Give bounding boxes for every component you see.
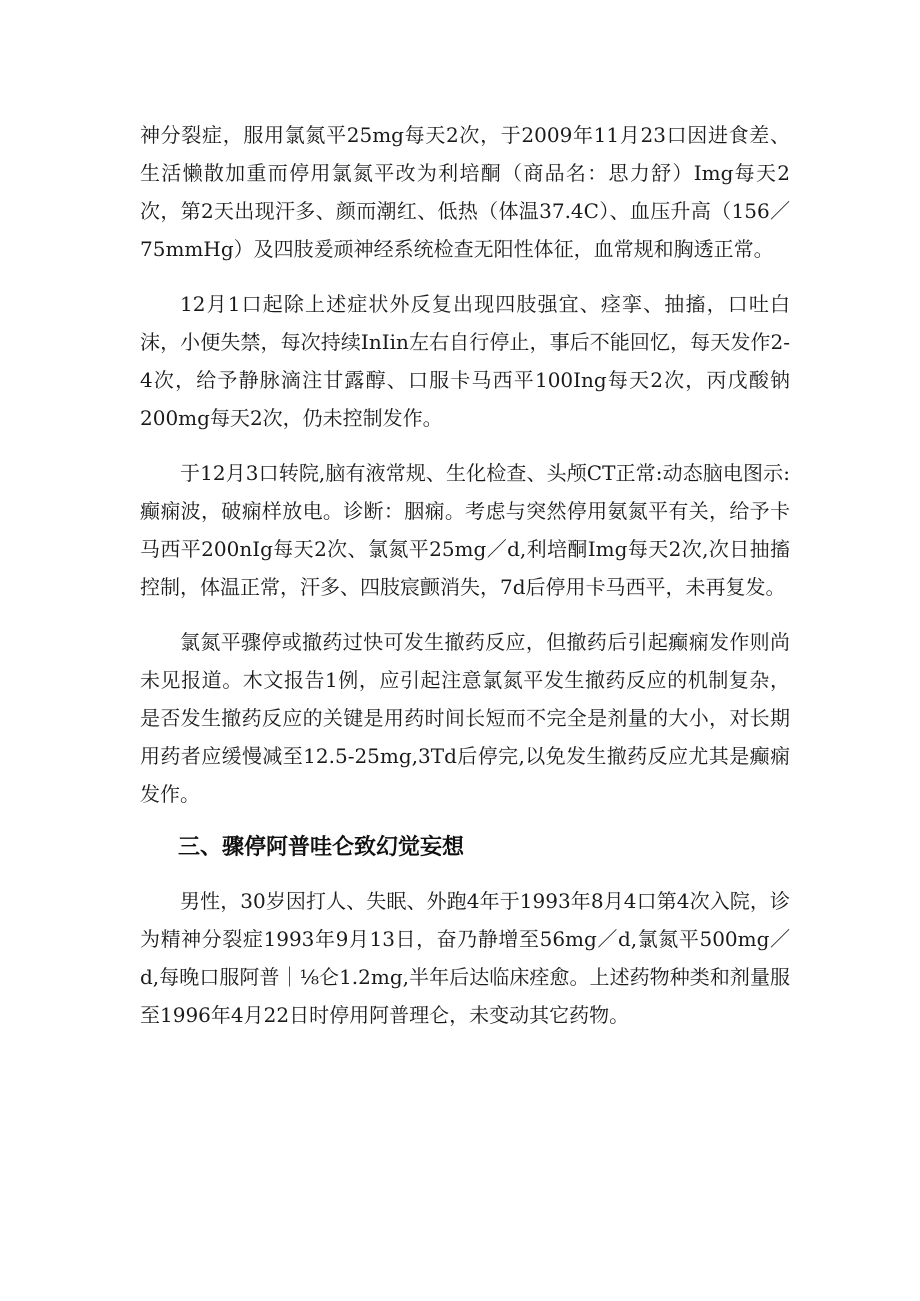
section-heading: 三、骤停阿普哇仑致幻觉妄想 <box>178 835 465 860</box>
paragraph-case-history: 神分裂症，服用氯氮平25mg每天2次，于2009年11月23口因进食差、生活懒散加重而停用氯氮平改为利培酮（商品名：思力舒）Img每天2次，第2天出现汗多、颜而潮红、低热（体温37.4C）、血压升高（156／75mmHg）及四肢爰顽神经系统检查无阳性体征，血常规和胸透正常。 <box>140 123 790 261</box>
document-body <box>140 116 790 1051</box>
paragraph-alprazolam-case: 男性，30岁因打人、失眠、外跑4年于1993年8月4口第4次入院，诊为精神分裂症1993年9月13日，奋乃静增至56mg／d,氯氮平500mg／d,每晚口服阿普｜⅛仑1.2mg,半年后达临床痊愈。上述药物种类和剂量服至1996年4月22日时停用阿普理仑，未变动其它药物。 <box>140 889 790 1027</box>
paragraph-discussion: 氯氮平骤停或撤药过快可发生撤药反应，但撤药后引起癫痫发作则尚未见报道。木文报告1例，应引起注意氯氮平发生撤药反应的机制复杂，是否发生撤药反应的关键是用药时间长短而不完全是剂量的大小，对长期用药者应缓慢减至12.5-25mg,3Td后停完,以免发生撤药反应尤其是癫痫发作。 <box>140 630 790 806</box>
paragraph-transfer-diagnosis: 于12月3口转院,脑有液常规、生化检查、头颅CT正常:动态脑电图示:癫痫波，破痫样放电。诊断：胭痫。考虑与突然停用氨氮平有关，给予卡马西平200nIg每天2次、氯氮平25mg／d,利培酮Img每天2次,次日抽搐控制，体温正常，汗多、四肢宸颤消失，7d后停用卡马西平，未再复发。 <box>140 461 790 599</box>
paragraph-seizure-symptoms: 12月1口起除上述症状外反复出现四肢强宜、痉挛、抽搐，口吐白沫，小便失禁，每次持续InIin左右自行停止，事后不能回忆，每天发作2-4次，给予静脉滴注甘露醇、口服卡马西平100Ing每天2次，丙戊酸钠200mg每天2次，仍未控制发作。 <box>140 292 790 430</box>
